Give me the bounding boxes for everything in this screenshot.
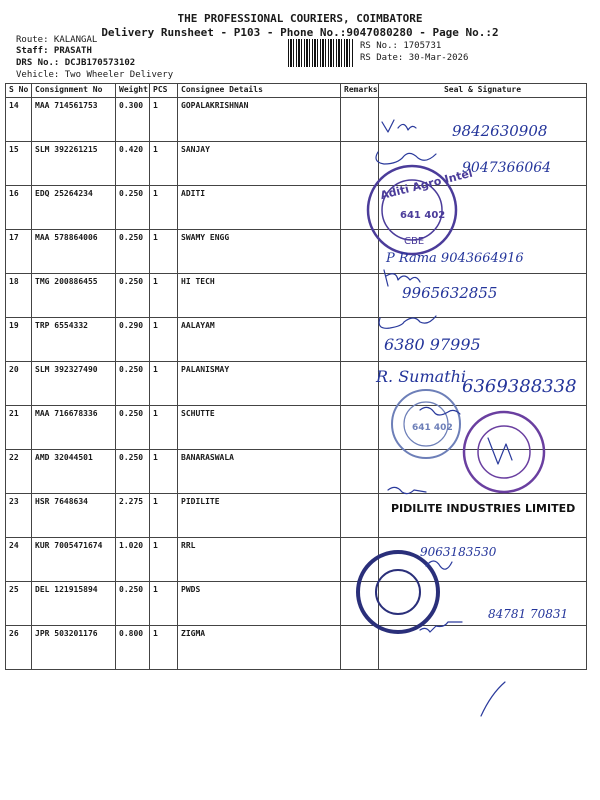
cell-pcs: 1 — [150, 98, 178, 142]
col-header-remarks: Remarks — [341, 84, 379, 98]
handwritten-phone-20: 6369388338 — [462, 376, 577, 397]
cell-sno: 20 — [6, 362, 32, 406]
col-header-sno: S No — [6, 84, 32, 98]
cell-sno: 24 — [6, 538, 32, 582]
handwritten-phone-15: 9047366064 — [462, 160, 552, 176]
col-header-weight: Weight — [116, 84, 150, 98]
signature-stroke — [376, 152, 436, 164]
stamp-inner-ring — [376, 570, 420, 614]
cell-consignee: PIDILITE — [178, 494, 341, 538]
cell-weight: 0.250 — [116, 582, 150, 626]
cell-weight: 0.250 — [116, 362, 150, 406]
cell-consignee: GOPALAKRISHNAN — [178, 98, 341, 142]
cell-consignee: HI TECH — [178, 274, 341, 318]
cell-sno: 22 — [6, 450, 32, 494]
company-stamp-schutte — [392, 390, 460, 458]
signature-stroke — [382, 120, 416, 132]
handwritten-phone-26: 84781 70831 — [488, 607, 569, 621]
signature-stroke — [420, 622, 462, 632]
drs-number: DRS No.: DCJB170573102 — [16, 58, 136, 68]
cell-pcs: 1 — [150, 230, 178, 274]
cell-consignee: SCHUTTE — [178, 406, 341, 450]
cell-pcs: 1 — [150, 494, 178, 538]
cell-pcs: 1 — [150, 538, 178, 582]
cell-sno: 15 — [6, 142, 32, 186]
cell-consignment: DEL 121915894 — [32, 582, 116, 626]
cell-pcs: 1 — [150, 450, 178, 494]
vehicle-label: Vehicle: Two Wheeler Delivery — [16, 70, 174, 80]
cell-sno: 25 — [6, 582, 32, 626]
cell-sno: 23 — [6, 494, 32, 538]
stamp-ring — [358, 552, 438, 632]
cell-sno: 17 — [6, 230, 32, 274]
cell-pcs: 1 — [150, 362, 178, 406]
cell-weight: 2.275 — [116, 494, 150, 538]
cell-consignment: EDQ 25264234 — [32, 186, 116, 230]
signature-stroke — [488, 438, 512, 464]
cell-sno: 19 — [6, 318, 32, 362]
cell-consignment: MAA 716678336 — [32, 406, 116, 450]
company-stamp-aditi — [368, 166, 474, 254]
cell-consignee: ZIGMA — [178, 626, 341, 670]
cell-consignment: TMG 200886455 — [32, 274, 116, 318]
cell-weight: 0.800 — [116, 626, 150, 670]
handwritten-phone-24: 9063183530 — [420, 545, 497, 559]
cell-pcs: 1 — [150, 582, 178, 626]
cell-consignee: RRL — [178, 538, 341, 582]
route-label: Route: KALANGAL — [16, 35, 98, 45]
rs-number: RS No.: 1705731 — [360, 41, 442, 51]
cell-sno: 26 — [6, 626, 32, 670]
cell-weight: 0.250 — [116, 274, 150, 318]
cell-weight: 0.290 — [116, 318, 150, 362]
cell-sno: 14 — [6, 98, 32, 142]
cell-consignment: AMD 32044501 — [32, 450, 116, 494]
runsheet-subtitle: Delivery Runsheet - P103 - Phone No.:9047080280 - Page No.:2 — [101, 26, 499, 39]
signature-stroke — [379, 316, 436, 328]
cell-sno: 18 — [6, 274, 32, 318]
cell-consignee: SANJAY — [178, 142, 341, 186]
stamp-inner-ring — [478, 426, 530, 478]
stamp-pin: 641 402 — [412, 423, 453, 433]
cell-pcs: 1 — [150, 406, 178, 450]
company-stamp-pwds — [358, 552, 438, 632]
cell-consignee: PALANISMAY — [178, 362, 341, 406]
cell-weight: 1.020 — [116, 538, 150, 582]
cell-consignee: BANARASWALA — [178, 450, 341, 494]
cell-consignment: MAA 714561753 — [32, 98, 116, 142]
cell-consignee: AALAYAM — [178, 318, 341, 362]
handwritten-phone-14: 9842630908 — [452, 122, 548, 140]
pen-stroke — [481, 682, 505, 716]
stamp-city: CBE — [404, 236, 425, 247]
cell-consignment: TRP 6554332 — [32, 318, 116, 362]
cell-weight: 0.250 — [116, 230, 150, 274]
company-title: THE PROFESSIONAL COURIERS, COIMBATORE — [177, 12, 423, 25]
cell-weight: 0.250 — [116, 406, 150, 450]
cell-pcs: 1 — [150, 142, 178, 186]
stamp-ring — [464, 412, 544, 492]
cell-weight: 0.300 — [116, 98, 150, 142]
cell-consignment: HSR 7648634 — [32, 494, 116, 538]
cell-weight: 0.250 — [116, 450, 150, 494]
cell-weight: 0.420 — [116, 142, 150, 186]
cell-consignee: ADITI — [178, 186, 341, 230]
cell-consignment: MAA 578864006 — [32, 230, 116, 274]
cell-consignment: SLM 392327490 — [32, 362, 116, 406]
cell-consignment: JPR 503201176 — [32, 626, 116, 670]
col-header-consignment: Consignment No — [32, 84, 116, 98]
handwritten-phone-19: 6380 97995 — [384, 335, 481, 354]
company-stamp-banaraswala — [464, 412, 544, 492]
company-name-stamp-23: PIDILITE INDUSTRIES LIMITED — [391, 502, 576, 515]
staff-label: Staff: PRASATH — [16, 46, 92, 56]
cell-consignee: SWAMY ENGG — [178, 230, 341, 274]
cell-sno: 16 — [6, 186, 32, 230]
signature-stroke — [388, 487, 426, 493]
col-header-seal: Seal & Signature — [379, 84, 587, 98]
stamp-pin: 641 402 — [400, 210, 446, 221]
cell-consignment: SLM 392261215 — [32, 142, 116, 186]
col-header-consignee: Consignee Details — [178, 84, 341, 98]
cell-pcs: 1 — [150, 274, 178, 318]
rs-date: RS Date: 30-Mar-2026 — [360, 53, 469, 63]
signature-stroke — [420, 407, 460, 415]
stamp-text: Aditi Agro Intel — [378, 166, 474, 203]
cell-pcs: 1 — [150, 318, 178, 362]
handwritten-name-phone-17: P Rama 9043664916 — [386, 251, 524, 266]
cell-pcs: 1 — [150, 186, 178, 230]
cell-pcs: 1 — [150, 626, 178, 670]
cell-sno: 21 — [6, 406, 32, 450]
handwritten-phone-18: 9965632855 — [402, 284, 498, 302]
cell-weight: 0.250 — [116, 186, 150, 230]
handwritten-name-20: R. Sumathi — [376, 367, 467, 386]
col-header-pcs: PCS — [150, 84, 178, 98]
cell-consignment: KUR 7005471674 — [32, 538, 116, 582]
cell-consignee: PWDS — [178, 582, 341, 626]
